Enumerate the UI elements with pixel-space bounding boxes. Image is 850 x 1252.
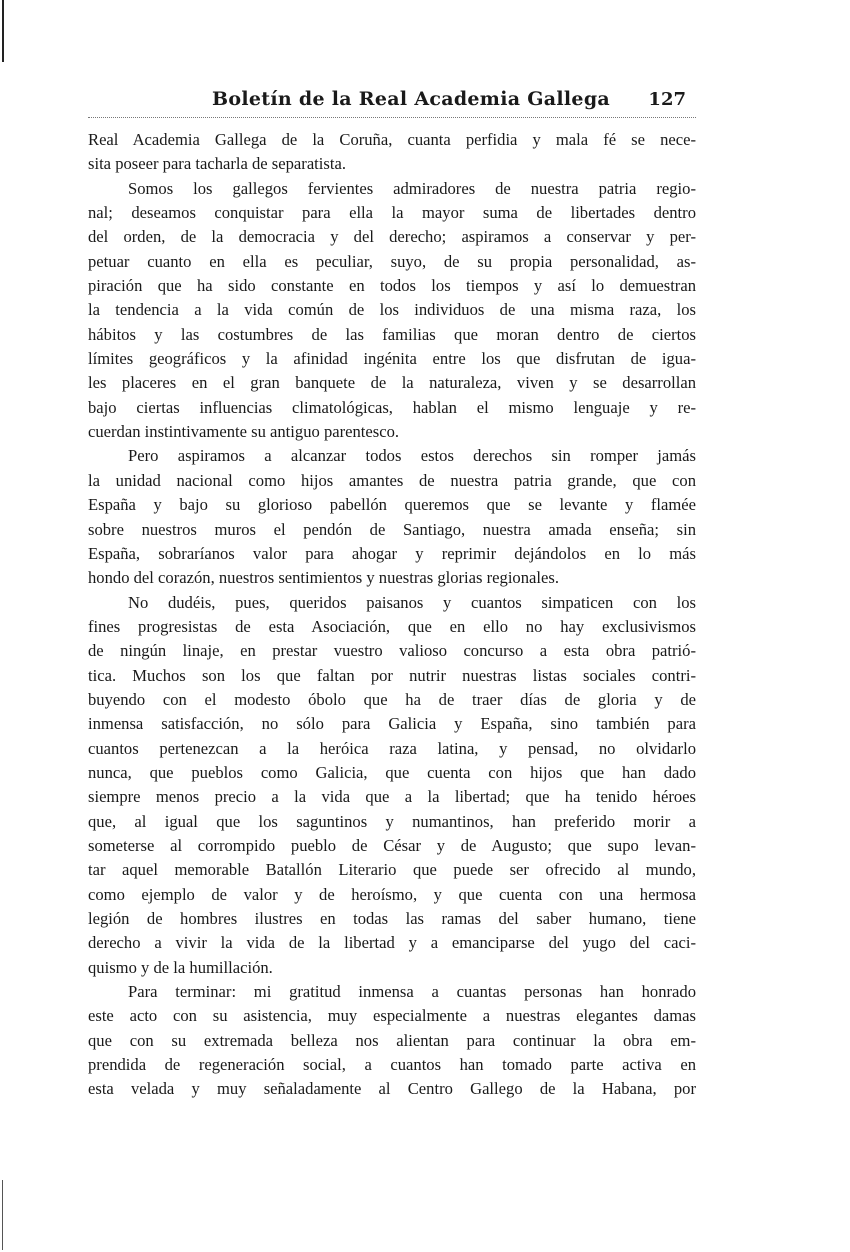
text-line: les placeres en el gran banquete de la naturaleza, viven y se desarrollan [88,373,696,393]
page-edge-mark [2,0,4,62]
text-line: Somos los gallegos fervientes admiradores de nuestra patria regio- [128,178,696,198]
text-line: Pero aspiramos a alcanzar todos estos derechos sin romper jamás [128,446,696,466]
text-line: hondo del corazón, nuestros sentimientos y nuestras glorias regionales. [88,568,559,588]
text-line: fines progresistas de esta Asociación, que en ello no hay exclusivismos [88,616,696,636]
text-line: siempre menos precio a la vida que a la libertad; que ha tenido héroes [88,787,696,807]
page-number: 127 [648,89,686,110]
text-line: que con su extremada belleza nos alientan para continuar la obra em- [88,1030,696,1050]
body-text [88,128,696,1102]
text-line: que, al igual que los saguntinos y numantinos, han preferido morir a [88,811,696,831]
text-line: hábitos y las costumbres de las familias que moran dentro de ciertos [88,324,696,344]
page-header [88,88,696,120]
paragraph [88,980,696,1102]
text-line: sobre nuestros muros el pendón de Santiago, nuestra amada enseña; sin [88,519,696,539]
text-line: tica. Muchos son los que faltan por nutrir nuestras listas sociales contri- [88,665,696,685]
text-line: la tendencia a la vida común de los individuos de una misma raza, los [88,300,696,320]
text-line: prendida de regeneración social, a cuantos han tomado parte activa en [88,1055,696,1075]
text-line: Para terminar: mi gratitud inmensa a cuantas personas han honrado [128,982,696,1002]
text-line: límites geográficos y la afinidad ingénita entre los que disfrutan de igua- [88,349,696,369]
running-title: Boletín de la Real Academia Gallega [212,88,611,110]
paragraph [88,128,696,177]
text-line: cuerdan instintivamente su antiguo parentesco. [88,422,400,442]
text-line: como ejemplo de valor y de heroísmo, y que cuenta con una hermosa [88,884,696,904]
text-line: este acto con su asistencia, muy especialmente a nuestras elegantes damas [88,1006,696,1026]
paragraph [88,591,696,981]
text-line: España, sobraríanos valor para ahogar y reprimir dejándolos en lo más [88,543,696,563]
text-line: España y bajo su glorioso pabellón queremos que se levante y flamée [88,495,696,515]
text-line: sita poseer para tacharla de separatista. [88,154,346,174]
text-line: No dudéis, pues, queridos paisanos y cuantos simpaticen con los [128,592,696,612]
paragraph [88,177,696,445]
text-line: derecho a vivir la vida de la libertad y a emanciparse del yugo del caci- [88,933,696,953]
text-line: esta velada y muy señaladamente al Centro Gallego de la Habana, por [88,1079,696,1099]
text-line: buyendo con el modesto óbolo que ha de traer días de gloria y de [88,689,696,709]
text-line: quismo y de la humillación. [88,957,273,977]
text-line: del orden, de la democracia y del derecho; aspiramos a conservar y per- [88,227,696,247]
text-line: petuar cuanto en ella es peculiar, suyo, de su propia personalidad, as- [88,251,696,271]
text-line: nunca, que pueblos como Galicia, que cuenta con hijos que han dado [88,762,696,782]
text-line: la unidad nacional como hijos amantes de nuestra patria grande, que con [88,470,696,490]
text-line: piración que ha sido constante en todos los tiempos y así lo demuestran [88,276,696,296]
text-line: cuantos pertenezcan a la heróica raza latina, y pensad, no olvidarlo [88,738,696,758]
paragraph [88,444,696,590]
text-line: legión de hombres ilustres en todas las ramas del saber humano, tiene [88,909,696,928]
text-line: de ningún linaje, en prestar vuestro valioso concurso a esta obra patrió- [88,641,696,661]
text-line: inmensa satisfacción, no sólo para Galicia y España, sino también para [88,714,696,734]
text-line: Real Academia Gallega de la Coruña, cuanta perfidia y mala fé se nece- [88,130,696,149]
text-line: tar aquel memorable Batallón Literario que puede ser ofrecido al mundo, [88,860,696,880]
text-line: nal; deseamos conquistar para ella la mayor suma de libertades dentro [88,203,696,223]
text-line: bajo ciertas influencias climatológicas, hablan el mismo lenguaje y re- [88,397,696,417]
text-line: someterse al corrompido pueblo de César y de Augusto; que supo levan- [88,835,696,855]
page-edge-mark-bottom [2,1180,3,1250]
header-divider [88,117,696,118]
